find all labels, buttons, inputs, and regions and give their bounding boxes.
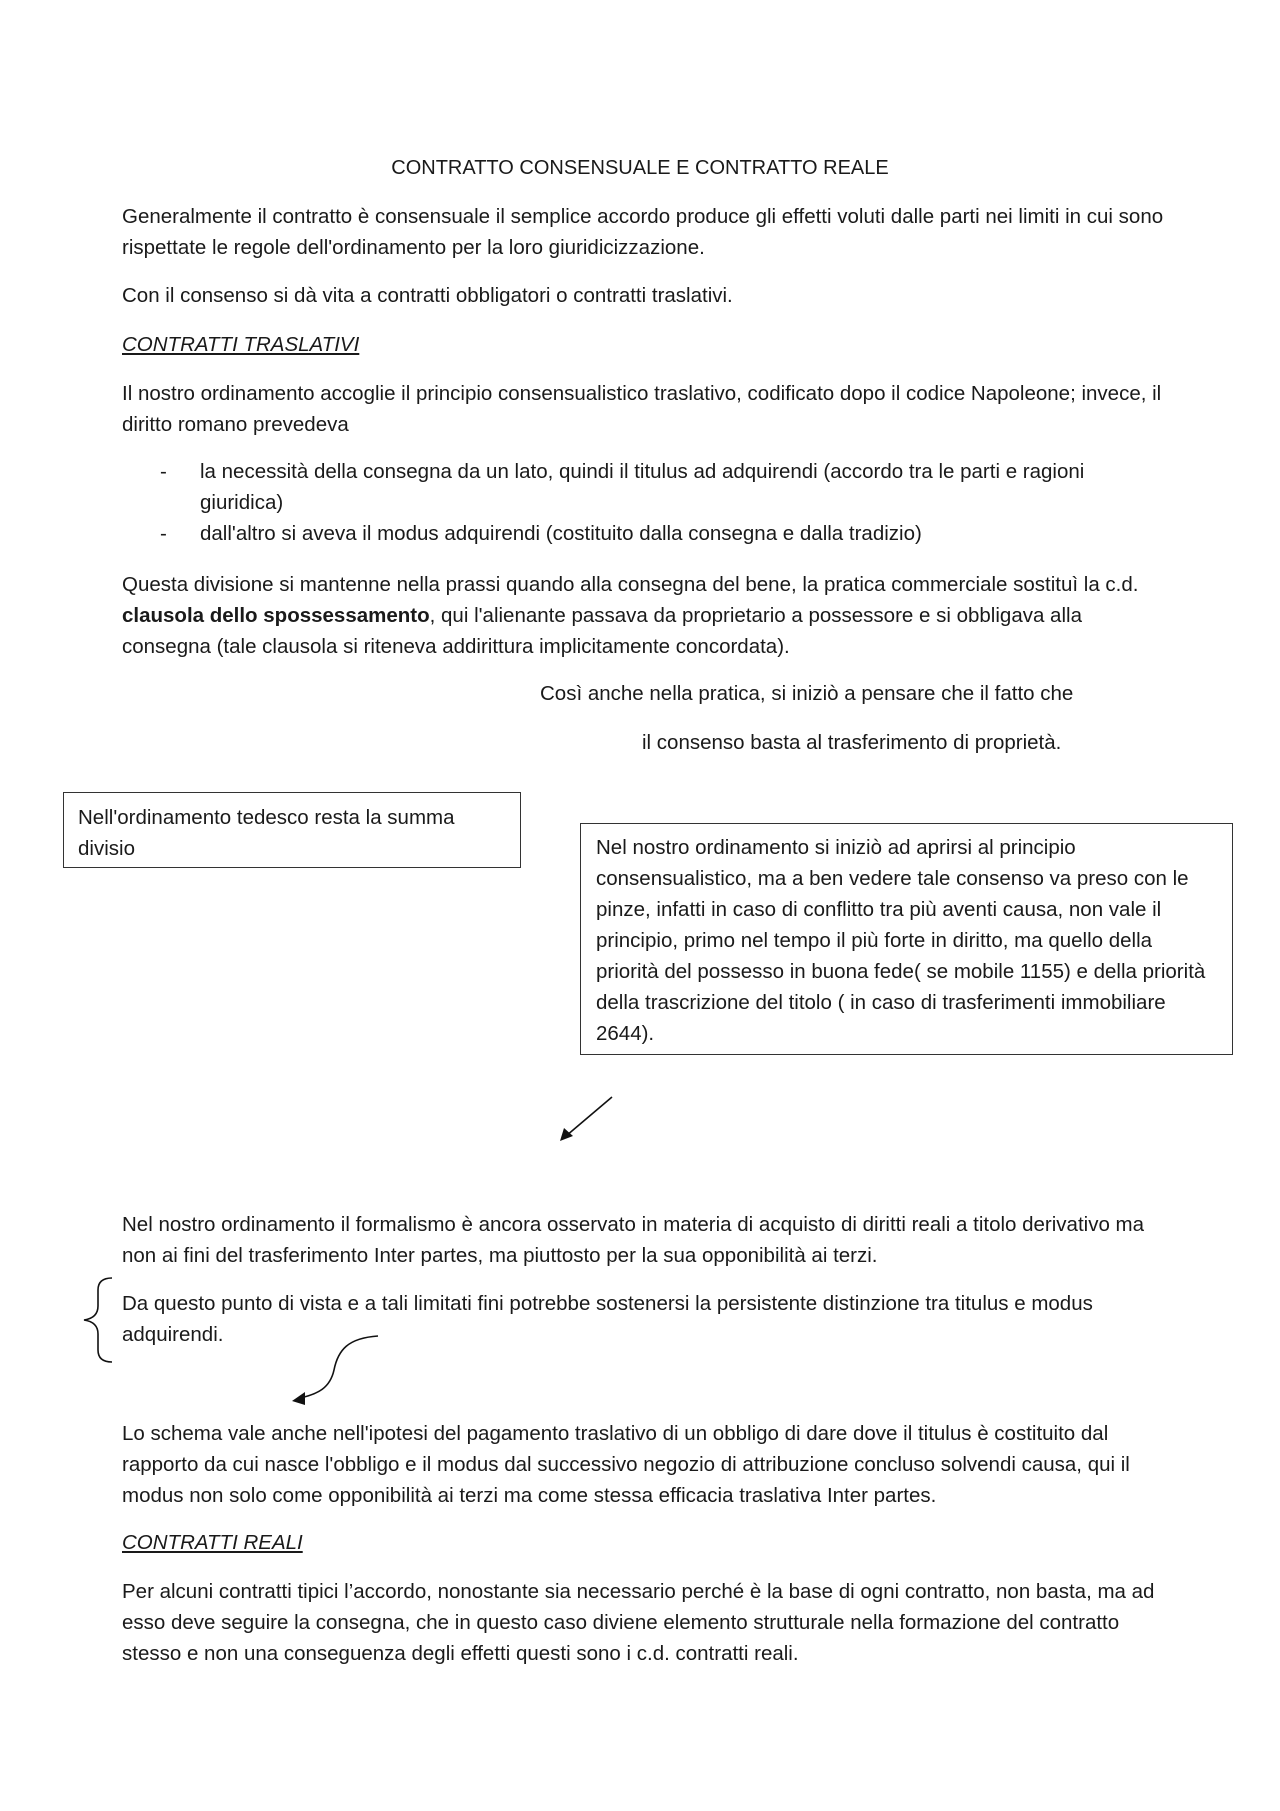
pratica-line-2: il consenso basta al trasferimento di proprietà.	[642, 731, 1062, 754]
formalismo-paragraph: Nel nostro ordinamento il formalismo è ancora osservato in materia di acquisto di diritti reali a titolo derivativo ma non ai fini del trasferimento Inter partes, ma piuttosto per la sua opponibilità ai terzi.	[122, 1213, 1145, 1267]
italian-law-text: Nel nostro ordinamento si iniziò ad aprirsi al principio consensualistico, ma a ben vedere tale consenso va preso con le pinze, infatti in caso di conflitto tra più aventi causa, non vale il principio, primo nel tempo il più forte in diritto, ma quello della priorità del possesso in buona fede( se mobile 1155) e della priorità della trascrizione del titolo ( in caso di trasferimenti immobiliare 2644).	[596, 836, 1206, 1045]
heading-contratti-traslativi: CONTRATTI TRASLATIVI	[122, 333, 360, 356]
principio-paragraph: Il nostro ordinamento accoglie il principio consensualistico traslativo, codificato dopo il codice Napoleone; invece, il diritto romano prevedeva	[122, 382, 1162, 436]
list-item-text: dall'altro si aveva il modus adquirendi (costituito dalla consegna e dalla tradizio)	[200, 522, 922, 545]
punto-di-vista-paragraph: Da questo punto di vista e a tali limitati fini potrebbe sostenersi la persistente distinzione tra titulus e modus adquirendi.	[122, 1292, 1093, 1346]
curly-brace-icon	[84, 1278, 112, 1362]
reali-paragraph: Per alcuni contratti tipici l’accordo, nonostante sia necessario perché è la base di ogni contratto, non basta, ma ad esso deve seguire la consegna, che in questo caso diviene elemento strutturale nella formazione del contratto stesso e non una conseguenza degli effetti questi sono i c.d. contratti reali.	[122, 1580, 1155, 1665]
divisione-text-after: , qui l'alienante passava da proprietario a possessore e si obbligava alla consegna (tale clausola si riteneva addirittura implicitamente concordata).	[122, 604, 1082, 658]
german-law-text: Nell'ordinamento tedesco resta la summa divisio	[78, 806, 455, 860]
list-dash: -	[160, 460, 167, 483]
list-item-text: la necessità della consegna da un lato, quindi il titulus ad adquirendi (accordo tra le parti e ragioni giuridica)	[200, 460, 1085, 514]
heading-contratti-reali: CONTRATTI REALI	[122, 1531, 303, 1554]
intro-paragraph: Generalmente il contratto è consensuale il semplice accordo produce gli effetti voluti dalle parti nei limiti in cui sono rispettate le regole dell'ordinamento per la loro giuridicizzazione.	[122, 205, 1164, 259]
page-title: CONTRATTO CONSENSUALE E CONTRATTO REALE	[391, 157, 889, 179]
schema-paragraph: Lo schema vale anche nell'ipotesi del pagamento traslativo di un obbligo di dare dove il titulus è costituito dal rapporto da cui nasce l'obbligo e il modus dal successivo negozio di attribuzione concluso solvendi causa, qui il modus non solo come opponibilità ai terzi ma come stessa efficacia traslativa Inter partes.	[122, 1422, 1130, 1507]
consenso-paragraph: Con il consenso si dà vita a contratti obbligatori o contratti traslativi.	[122, 284, 733, 307]
pratica-line-1: Così anche nella pratica, si iniziò a pensare che il fatto che	[540, 682, 1074, 705]
clausola-bold-term: clausola dello spossessamento	[122, 604, 430, 627]
list-dash: -	[160, 522, 167, 545]
diagonal-arrow-icon	[560, 1097, 612, 1141]
divisione-text-before: Questa divisione si mantenne nella prassi quando alla consegna del bene, la pratica commerciale sostituì la c.d.	[122, 573, 1139, 596]
